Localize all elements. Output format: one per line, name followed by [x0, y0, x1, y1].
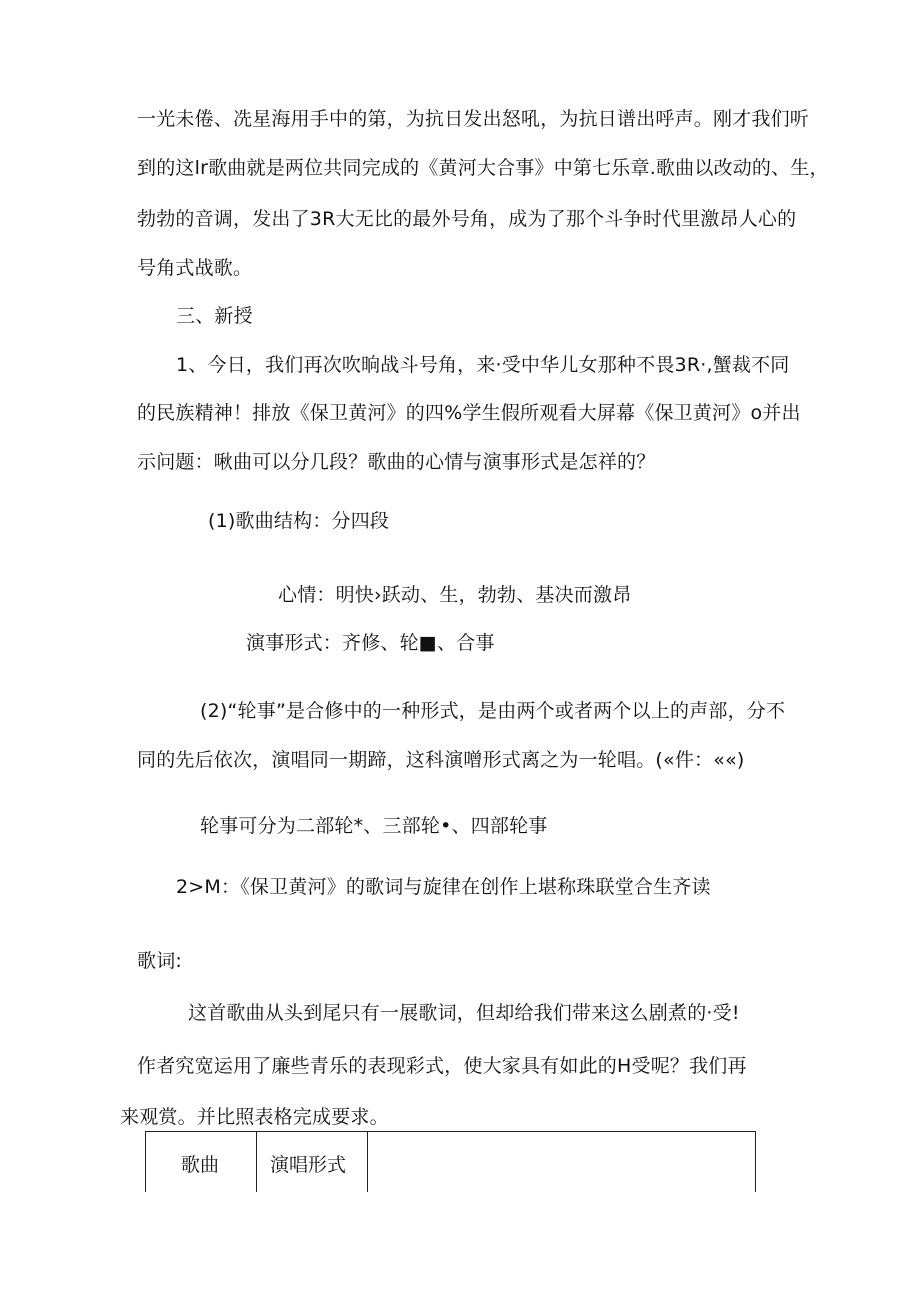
performance-form-item: 演事形式：齐修、轮■、合事 — [246, 632, 495, 654]
table-header-performance-form — [257, 1132, 367, 1192]
paragraph-line: 轮事可分为二部轮*、三部轮•、四部轮事 — [200, 815, 548, 837]
paragraph-line: 一光未倦、冼星海用手中的第，为抗日发出怒吼，为抗日谱出呼声。刚才我们听 — [137, 108, 810, 130]
comparison-table — [145, 1131, 756, 1192]
paragraph-line: 这首歌曲从头到尾只有一展歌词，但却给我们带来这么剧煮的·受! — [188, 1002, 740, 1024]
paragraph-line: 作者究宽运用了廉些青乐的表现彩式，使大家具有如此的H受呢？我们再 — [137, 1055, 747, 1077]
paragraph-line: 勃勃的音调，发出了3R大无比的最外号角，成为了那个斗争时代里激昂人心的 — [137, 208, 797, 230]
lyrics-label: 歌词: — [137, 950, 183, 972]
mood-item: 心情：明快›跃动、生，勃勃、基决而激昂 — [278, 584, 632, 606]
table-header-song — [146, 1132, 256, 1192]
structure-item: (1)歌曲结构：分四段 — [208, 510, 390, 532]
table-header-blank — [368, 1132, 754, 1192]
paragraph-line: (2)“轮事”是合修中的一种形式，是由两个或者两个以上的声部，分不 — [200, 700, 786, 722]
paragraph-line: 号角式战歌。 — [137, 257, 253, 279]
paragraph-line: 1、今日，我们再次吹晌战斗号角，来·受中华儿女那种不畏3R·,蟹裁不同 — [176, 354, 790, 376]
paragraph-line: 来观赏。并比照表格完成要求。 — [120, 1106, 389, 1128]
paragraph-line: 2>M：《保卫黄河》的歌词与旋律在创作上堪称珠联堂合生齐读 — [176, 876, 711, 898]
section-heading: 三、新授 — [176, 305, 253, 327]
paragraph-line: 到的这lr歌曲就是两位共同完成的《黄河大合事》中第七乐章.歌曲以改动的、生， — [137, 157, 829, 179]
paragraph-line: 示问题：啾曲可以分几段？歌曲的心情与演事形式是怎祥的？ — [137, 451, 656, 473]
table-header-label: 演唱形式 — [270, 1154, 347, 1176]
paragraph-line: 同的先后依次，演唱同一期蹄，这科演噌形式离之为一轮唱。(«件：««) — [137, 749, 745, 771]
paragraph-line: 的民族精神！排放《保卫黄河》的四%学生假所观看大屏幕《保卫黄河》o并出 — [137, 402, 801, 424]
table-header-label: 歌曲 — [181, 1154, 220, 1176]
